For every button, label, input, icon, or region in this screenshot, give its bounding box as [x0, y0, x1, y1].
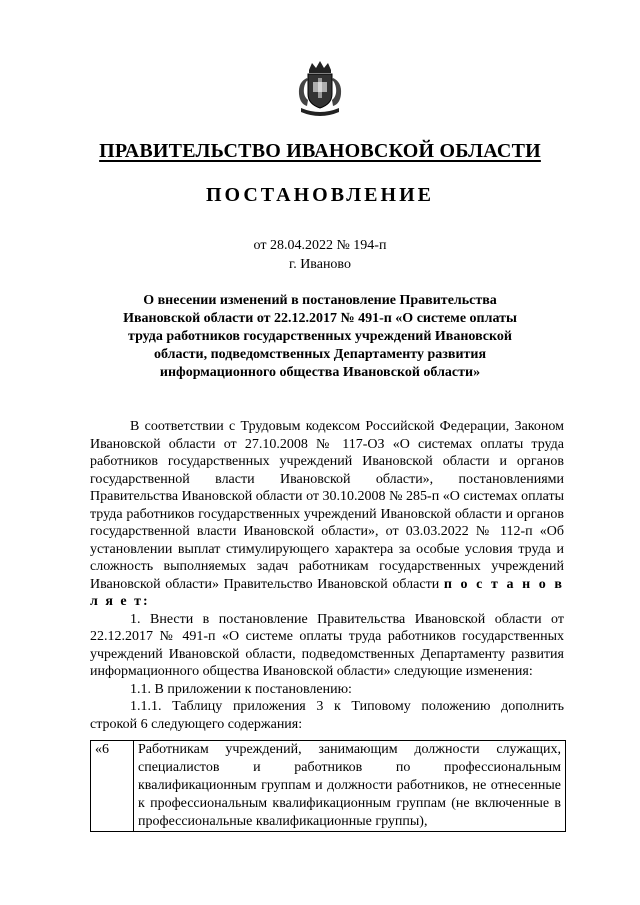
- item-1-1-1: 1.1.1. Таблицу приложения 3 к Типовому положению дополнить строкой 6 следующего содержания:: [90, 699, 564, 732]
- row-text-cell: Работникам учреждений, занимающим должности служащих, специалистов и работников по профессиональным квалификационным группам и должности работников, не отнесенные к профессиональным квалификационным группам (не включенные в профессиональные квалификационные группы),: [134, 741, 566, 832]
- preamble-paragraph: [90, 418, 564, 611]
- government-name: ПРАВИТЕЛЬСТВО ИВАНОВСКОЙ ОБЛАСТИ: [99, 140, 541, 162]
- item-1: 1. Внести в постановление Правительства Ивановской области от 22.12.2017 № 491-п «О системе оплаты труда работников государственных учреждений Ивановской области, подведомственных Департаменту развития информационного общества Ивановской области» следующие изменения:: [90, 611, 564, 679]
- document-body: [90, 418, 564, 733]
- city: г. Иваново: [289, 257, 351, 272]
- resolves-word: п о с т а н о в л я е т:: [90, 576, 564, 609]
- date-number: от 28.04.2022 № 194-п: [253, 238, 387, 253]
- item-1-1: 1.1. В приложении к постановлению:: [130, 681, 352, 697]
- amendment-table: [90, 740, 566, 832]
- preamble-text: В соответствии с Трудовым кодексом Российской Федерации, Законом Ивановской области от 27.10.2008 № 117-ОЗ «О системах оплаты труда работников государственных учреждений Ивановской области и органов государственной власти Ивановской области», постановлениями Правительства Ивановской области от 30.10.2008 № 285-п «О системах оплаты труда работников государственных учреждений Ивановской области и органов государственной власти Ивановской области», от 03.03.2022 № 112-п «Об установлении выплат стимулирующего характера за особые условия труда и сложность выполняемых задач работникам государственных учреждений Ивановской области» Правительство Ивановской области: [90, 419, 564, 592]
- document-title: О внесении изменений в постановление Правительства Ивановской области от 22.12.2017 № 491-п «О системе оплаты труда работников государственных учреждений Ивановской области, подведомственных Департаменту развития информационного общества Ивановской области»: [123, 293, 517, 380]
- document-type: ПОСТАНОВЛЕНИЕ: [206, 184, 434, 206]
- coat-of-arms-emblem: [293, 60, 347, 122]
- table-row: [91, 741, 566, 832]
- row-number-cell: «6: [91, 741, 134, 832]
